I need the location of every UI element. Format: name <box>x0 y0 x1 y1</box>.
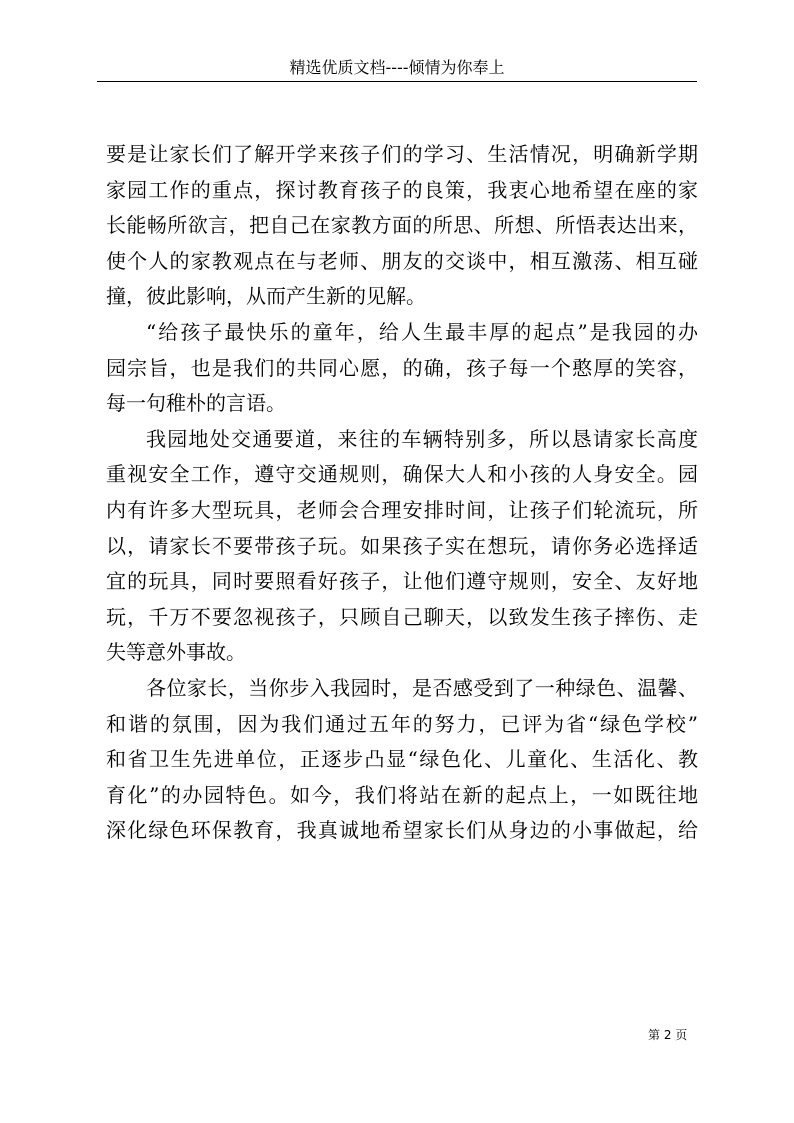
text-line: 宜的玩具，同时要照看好孩子，让他们遵守规则，安全、友好地 <box>106 569 698 594</box>
text-line: 玩，千万不要忽视孩子，只顾自己聊天，以致发生孩子摔伤、走 <box>106 604 698 629</box>
text-line: 园宗旨，也是我们的共同心愿，的确，孩子每一个憨厚的笑容， <box>106 355 698 380</box>
text-line: 各位家长，当你步入我园时，是否感受到了一种绿色、温馨、 <box>146 675 698 700</box>
text-line: 撞，彼此影响，从而产生新的见解。 <box>106 284 426 309</box>
text-line: 育化”的办园特色。如今，我们将站在新的起点上，一如既往地 <box>106 782 698 807</box>
text-line: 和谐的氛围，因为我们通过五年的努力，已评为省“绿色学校” <box>106 711 698 736</box>
paragraph <box>106 137 698 315</box>
page-number: 第 2 页 <box>648 1028 688 1042</box>
text-line: 和省卫生先进单位，正逐步凸显“绿色化、儿童化、生活化、教 <box>106 747 698 772</box>
paragraph <box>106 422 698 671</box>
text-line: 失等意外事故。 <box>106 640 246 665</box>
paragraph <box>106 671 698 849</box>
document-header: 精选优质文档----倾情为你奉上 <box>289 58 505 77</box>
text-line: 我园地处交通要道，来往的车辆特别多，所以恳请家长高度 <box>146 426 698 451</box>
text-line: 每一句稚朴的言语。 <box>106 391 286 416</box>
text-line: 家园工作的重点，探讨教育孩子的良策，我衷心地希望在座的家 <box>106 177 698 202</box>
text-line: 内有许多大型玩具，老师会合理安排时间，让孩子们轮流玩，所 <box>106 497 698 522</box>
text-line: 长能畅所欲言，把自己在家教方面的所思、所想、所悟表达出来， <box>106 213 698 238</box>
paragraph <box>106 315 698 422</box>
text-line: “给孩子最快乐的童年，给人生最丰厚的起点”是我园的办 <box>146 319 698 344</box>
text-line: 使个人的家教观点在与老师、朋友的交谈中，相互激荡、相互碰 <box>106 248 698 273</box>
text-line: 重视安全工作，遵守交通规则，确保大人和小孩的人身安全。园 <box>106 462 698 487</box>
text-line: 以，请家长不要带孩子玩。如果孩子实在想玩，请你务必选择适 <box>106 533 698 558</box>
document-body <box>106 137 698 849</box>
text-line: 深化绿色环保教育，我真诚地希望家长们从身边的小事做起，给 <box>106 818 698 843</box>
text-line: 要是让家长们了解开学来孩子们的学习、生活情况，明确新学期 <box>106 142 698 166</box>
header-divider <box>97 81 697 82</box>
